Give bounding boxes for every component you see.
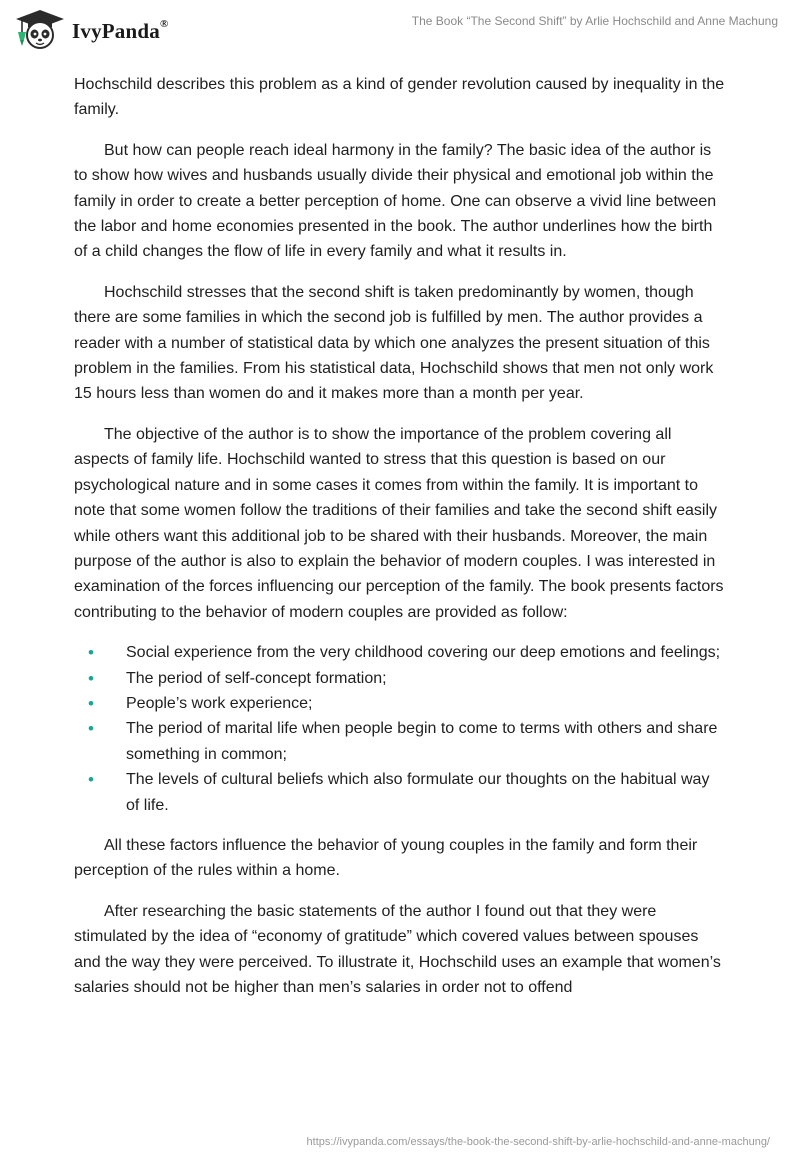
bullet-icon: •: [88, 643, 94, 663]
bullet-icon: •: [88, 719, 94, 739]
paragraph: The objective of the author is to show the importance of the problem covering all aspects of family life. Hochschild wanted to stress that this question is based on our psychological nature and in some cases it comes from within the family. It is important to note that some women follow the traditions of their families and take the second shift easily while others want this additional job to be shared with their husbands. Moreover, the main purpose of the author is also to explain the behavior of modern couples. I was interested in examination of the forces influencing our perception of the family. The book presents factors contributing to the behavior of modern couples are provided as follow:: [74, 425, 724, 621]
list-item: • The period of self-concept formation;: [74, 666, 726, 691]
brand-name: IvyPanda®: [72, 17, 169, 43]
list-item: • The levels of cultural beliefs which also formulate our thoughts on the habitual way of life.: [74, 767, 726, 818]
bullet-icon: •: [88, 668, 94, 688]
list-item: • People’s work experience;: [74, 691, 726, 716]
document-title: The Book “The Second Shift” by Arlie Hochschild and Anne Machung: [411, 14, 778, 28]
paragraph: But how can people reach ideal harmony in the family? The basic idea of the author is to show how wives and husbands usually divide their physical and emotional job within the family in order to create a better perception of home. One can observe a vivid line between the labor and home economies presented in the book. The author underlines how the birth of a child changes the flow of life in every family and what it results in.: [74, 141, 717, 261]
essay-body: [74, 72, 726, 1015]
paragraph: After researching the basic statements of the author I found out that they were stimulated by the idea of “economy of gratitude” which covered values between spouses and the way they were perceived. To illustrate it, Hochschild uses an example that women’s salaries should not be higher than men’s salaries in order not to offend: [74, 902, 721, 996]
source-url[interactable]: https://ivypanda.com/essays/the-book-the-second-shift-by-arlie-hochschild-and-anne-machung/: [306, 1136, 770, 1148]
page-header: [0, 0, 800, 70]
bullet-icon: •: [88, 693, 94, 713]
panda-graduate-icon: [14, 8, 66, 50]
list-item: • The period of marital life when people begin to come to terms with others and share something in common;: [74, 716, 726, 767]
paragraph: Hochschild describes this problem as a kind of gender revolution caused by inequality in the family.: [74, 76, 725, 119]
bullet-icon: •: [88, 770, 94, 790]
paragraph: Hochschild stresses that the second shift is taken predominantly by women, though there are some families in which the second job is fulfilled by men. The author provides a reader with a number of statistical data by which one analyzes the present situation of this problem in the families. From his statistical data, Hochschild shows that men not only work 15 hours less than women do and it makes more than a month per year.: [74, 283, 714, 403]
paragraph: All these factors influence the behavior of young couples in the family and form their perception of the rules within a home.: [74, 836, 698, 880]
factor-list: [74, 640, 726, 818]
ivypanda-logo[interactable]: [14, 8, 168, 50]
list-item: • Social experience from the very childhood covering our deep emotions and feelings;: [74, 640, 726, 665]
